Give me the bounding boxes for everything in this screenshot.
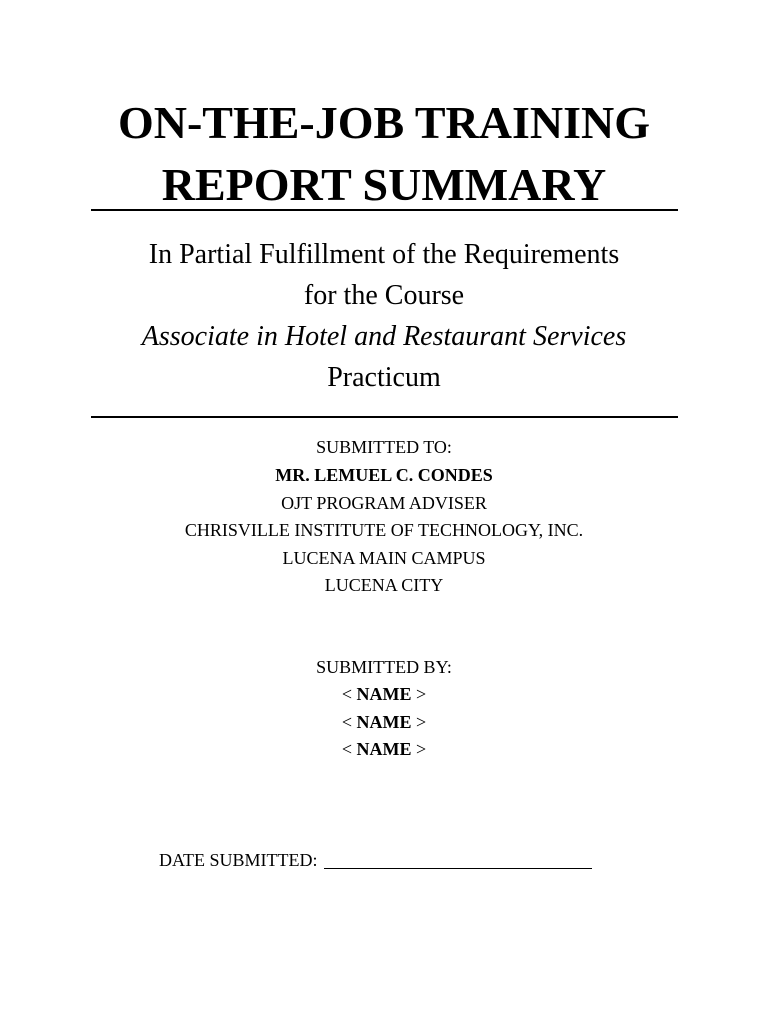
top-divider bbox=[91, 209, 678, 211]
name-placeholder: NAME bbox=[356, 712, 412, 732]
city-name: LUCENA CITY bbox=[324, 575, 444, 595]
subtitle-line-1: In Partial Fulfillment of the Requirements bbox=[148, 239, 620, 270]
subtitle-line-2: for the Course bbox=[303, 280, 465, 311]
title-line-2: REPORT SUMMARY bbox=[161, 159, 607, 210]
submitted-by-label: SUBMITTED BY: bbox=[316, 657, 452, 677]
name-placeholder: NAME bbox=[356, 739, 412, 759]
adviser-role: OJT PROGRAM ADVISER bbox=[281, 493, 487, 513]
close-bracket: > bbox=[411, 684, 427, 704]
open-bracket: < bbox=[341, 739, 357, 759]
close-bracket: > bbox=[411, 739, 427, 759]
campus-name: LUCENA MAIN CAMPUS bbox=[282, 548, 486, 568]
date-submitted-label: DATE SUBMITTED: bbox=[159, 850, 318, 870]
adviser-name: MR. LEMUEL C. CONDES bbox=[275, 465, 493, 485]
course-subject: Practicum bbox=[327, 362, 441, 393]
submitted-to-label: SUBMITTED TO: bbox=[316, 437, 452, 457]
submitter-name-2 bbox=[0, 713, 768, 731]
course-name: Associate in Hotel and Restaurant Services bbox=[141, 321, 627, 352]
institution-name: CHRISVILLE INSTITUTE OF TECHNOLOGY, INC. bbox=[184, 520, 584, 540]
close-bracket: > bbox=[411, 712, 427, 732]
date-submitted-row bbox=[159, 850, 592, 869]
submitter-name-3 bbox=[0, 740, 768, 758]
open-bracket: < bbox=[341, 712, 357, 732]
title-line-1: ON-THE-JOB TRAINING bbox=[117, 97, 651, 148]
submitter-name-1 bbox=[0, 685, 768, 703]
date-submitted-blank-line bbox=[324, 850, 592, 869]
name-placeholder: NAME bbox=[356, 684, 412, 704]
bottom-divider bbox=[91, 416, 678, 418]
open-bracket: < bbox=[341, 684, 357, 704]
